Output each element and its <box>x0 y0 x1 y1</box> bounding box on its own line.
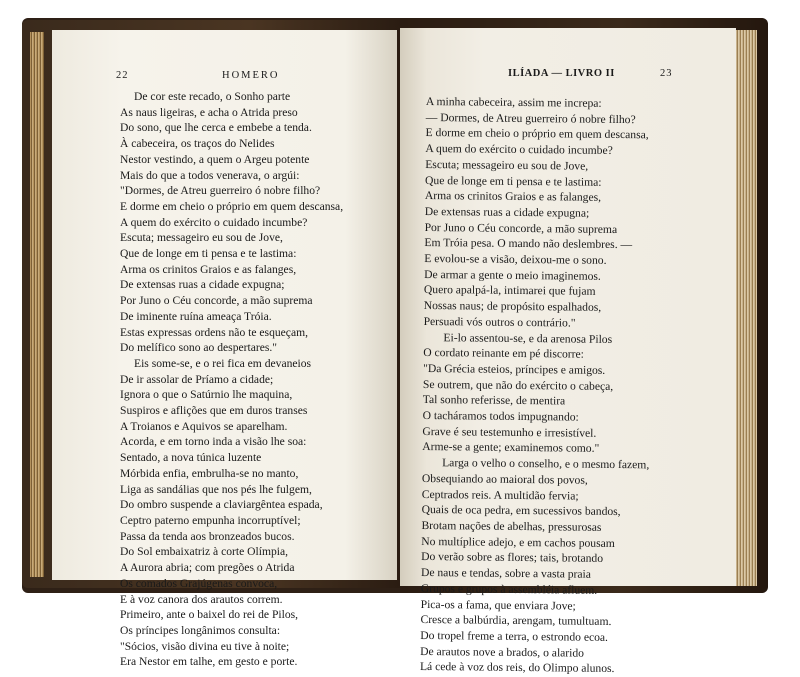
verse-line: Mórbida enfia, embrulha-se no manto, <box>120 466 299 480</box>
verse-line: De ir assolar de Príamo a cidade; <box>120 372 274 386</box>
verse-line: A quem do exército o cuidado incumbe? <box>425 142 613 158</box>
verse-line: Ceptrados reis. A multidão fervia; <box>421 487 579 503</box>
verse-line: Passa da tenda aos bronzeados bucos. <box>120 529 295 543</box>
verse-line: Pica-os a fama, que enviara Jove; <box>420 597 576 613</box>
verse-line: Nossas naus; de propósito espalhados, <box>423 299 602 314</box>
verse-line: Do sono, que lhe cerca e embebe a tenda. <box>120 121 312 135</box>
verse-line: Suspiros e aflições que em duros transes <box>120 404 308 418</box>
verse-line: Os comados Grajúgenas convoca, <box>120 576 278 590</box>
verse-line: Escuta; messageiro eu sou de Jove, <box>425 157 589 173</box>
verse-line: Sentado, a nova túnica luzente <box>120 451 262 465</box>
right-page <box>400 28 736 676</box>
page-edges-left <box>30 32 44 577</box>
verse-line: Ignora o que o Satúrnio lhe maquina, <box>120 388 293 402</box>
verse-line: Escuta; messageiro eu sou de Jove, <box>120 231 283 245</box>
verse-line: Cresce a balbúrdia, arengam, tumultuam. <box>420 613 612 629</box>
verse-line: De iminente ruína ameaça Tróia. <box>120 309 272 323</box>
verse-line: Os príncipes longânimos consulta: <box>120 623 281 637</box>
verse-line: Do verão sobre as flores; tais, brotando <box>421 550 604 566</box>
verse-line: Do ombro suspende a claviargêntea espada, <box>120 498 323 512</box>
right-page-number: 23 <box>660 68 673 79</box>
left-running-head: HOMERO <box>222 70 280 81</box>
verse-line: A Aurora abria; com pregões o Atrida <box>120 561 295 575</box>
verse-line: As naus ligeiras, e acha o Atrida preso <box>120 105 298 119</box>
verse-line: Tal sonho referisse, de mentira <box>422 393 566 408</box>
verse-line: O tacháramos todos impugnando: <box>422 409 579 424</box>
left-page-number: 22 <box>116 70 129 81</box>
verse-line: Grave é seu testemunho e irresistível. <box>422 424 597 440</box>
verse-line: A minha cabeceira, assim me increpa: <box>425 94 602 110</box>
verse-line: De armar a gente o meio imaginemos. <box>424 267 601 283</box>
verse-line: Acorda, e em torno inda a visão lhe soa: <box>120 435 307 449</box>
verse-line: Arma os crinitos Graios e as falanges, <box>120 262 297 276</box>
verse-line: No multíplice adejo, e em cachos pousam <box>421 534 615 550</box>
left-page-text <box>120 89 343 670</box>
verse-line: De naus e tendas, sobre a vasta praia <box>420 566 592 581</box>
verse-line: A Troianos e Aquivos se aparelham. <box>120 419 288 433</box>
verse-line: Era Nestor em talhe, em gesto e porte. <box>120 655 298 669</box>
verse-line: "Dormes, de Atreu guerreiro ó nobre filho? <box>120 184 321 198</box>
verse-line: "Da Grécia esteios, príncipes e amigos. <box>423 361 606 377</box>
verse-line: De extensas ruas a cidade expugna; <box>424 204 590 220</box>
verse-line: Mais do que a todos venerava, o argúi: <box>120 168 300 182</box>
verse-line: De cor este recado, o Sonho parte <box>134 90 291 103</box>
verse-line: O cordato reinante em pé discorre: <box>423 346 584 361</box>
verse-line: Que de longe em ti pensa e te lastima: <box>425 173 602 189</box>
right-page-text <box>420 94 653 677</box>
verse-line: À cabeceira, os traços do Nelides <box>120 137 275 151</box>
verse-line: Do melífico sono ao despertares." <box>120 341 278 355</box>
verse-line: De extensas ruas a cidade expugna; <box>120 278 285 292</box>
verse-line: E dorme em cheio o próprio em quem descansa, <box>120 199 344 213</box>
verse-line: Por Juno o Céu concorde, a mão suprema <box>424 220 618 236</box>
verse-line: Arma os crinitos Graios e as falanges, <box>424 189 602 205</box>
verse-line: Ceptro paterno empunha incorruptível; <box>120 513 301 527</box>
verse-line: E evolou-se a visão, deixou-me o sono. <box>424 252 607 267</box>
verse-line: Eis some-se, e o rei fica em devaneios <box>134 356 312 370</box>
verse-line: Nestor vestindo, a quem o Argeu potente <box>120 152 310 166</box>
verse-line: Liga as sandálias que nos pés lhe fulgem, <box>120 482 312 496</box>
verse-line: E à voz canora dos arautos correm. <box>120 592 283 606</box>
verse-line: Persuadi vós outros o contrário." <box>423 314 576 330</box>
verse-line: Que de longe em ti pensa e te lastima: <box>120 247 297 261</box>
verse-line: Larga o velho o conselho, e o mesmo fazem, <box>442 456 650 472</box>
verse-line: Obsequiando ao maioral dos povos, <box>421 471 588 487</box>
verse-line: Ei-lo assentou-se, e da arenosa Pilos <box>443 330 613 346</box>
verse-line: Lá cede à voz dos reis, do Olimpo alunos. <box>419 660 615 676</box>
verse-line: De arautos nove a brados, o alarido <box>420 644 585 660</box>
verse-line: Do Sol embaixatriz à corte Olímpia, <box>120 545 289 559</box>
verse-line: Do tropel freme a terra, o estrondo ecoa. <box>420 628 609 644</box>
verse-line: Grupos e grupos à assembléia afluem. <box>420 581 598 597</box>
verse-line: Por Juno o Céu concorde, a mão suprema <box>120 294 313 308</box>
page-edges-right <box>733 30 757 586</box>
verse-line: "Sócios, visão divina eu tive à noite; <box>120 639 290 653</box>
left-page <box>52 30 397 669</box>
verse-line: Brotam nações de abelhas, pressurosas <box>421 518 602 534</box>
verse-line: Quais de oca pedra, em sucessivos bandos, <box>421 503 621 519</box>
verse-line: — Dormes, de Atreu guerreiro ó nobre filho? <box>425 110 636 126</box>
verse-line: Primeiro, ante o baixel do rei de Pilos, <box>120 608 299 622</box>
verse-line: Em Tróia pesa. O mando não deslembres. — <box>424 236 633 252</box>
verse-line: E dorme em cheio o próprio em quem descansa, <box>425 126 649 142</box>
verse-line: Estas expressas ordens não te esqueçam, <box>120 325 309 339</box>
verse-line: Arme-se a gente; examinemos como." <box>422 440 600 456</box>
verse-line: Quero apalpá-la, intimarei que fujam <box>423 283 596 299</box>
verse-line: A quem do exército o cuidado incumbe? <box>120 215 308 229</box>
right-running-head: ILÍADA — LIVRO II <box>508 68 615 79</box>
verse-line: Se outrem, que não do exército o cabeça, <box>422 377 614 393</box>
